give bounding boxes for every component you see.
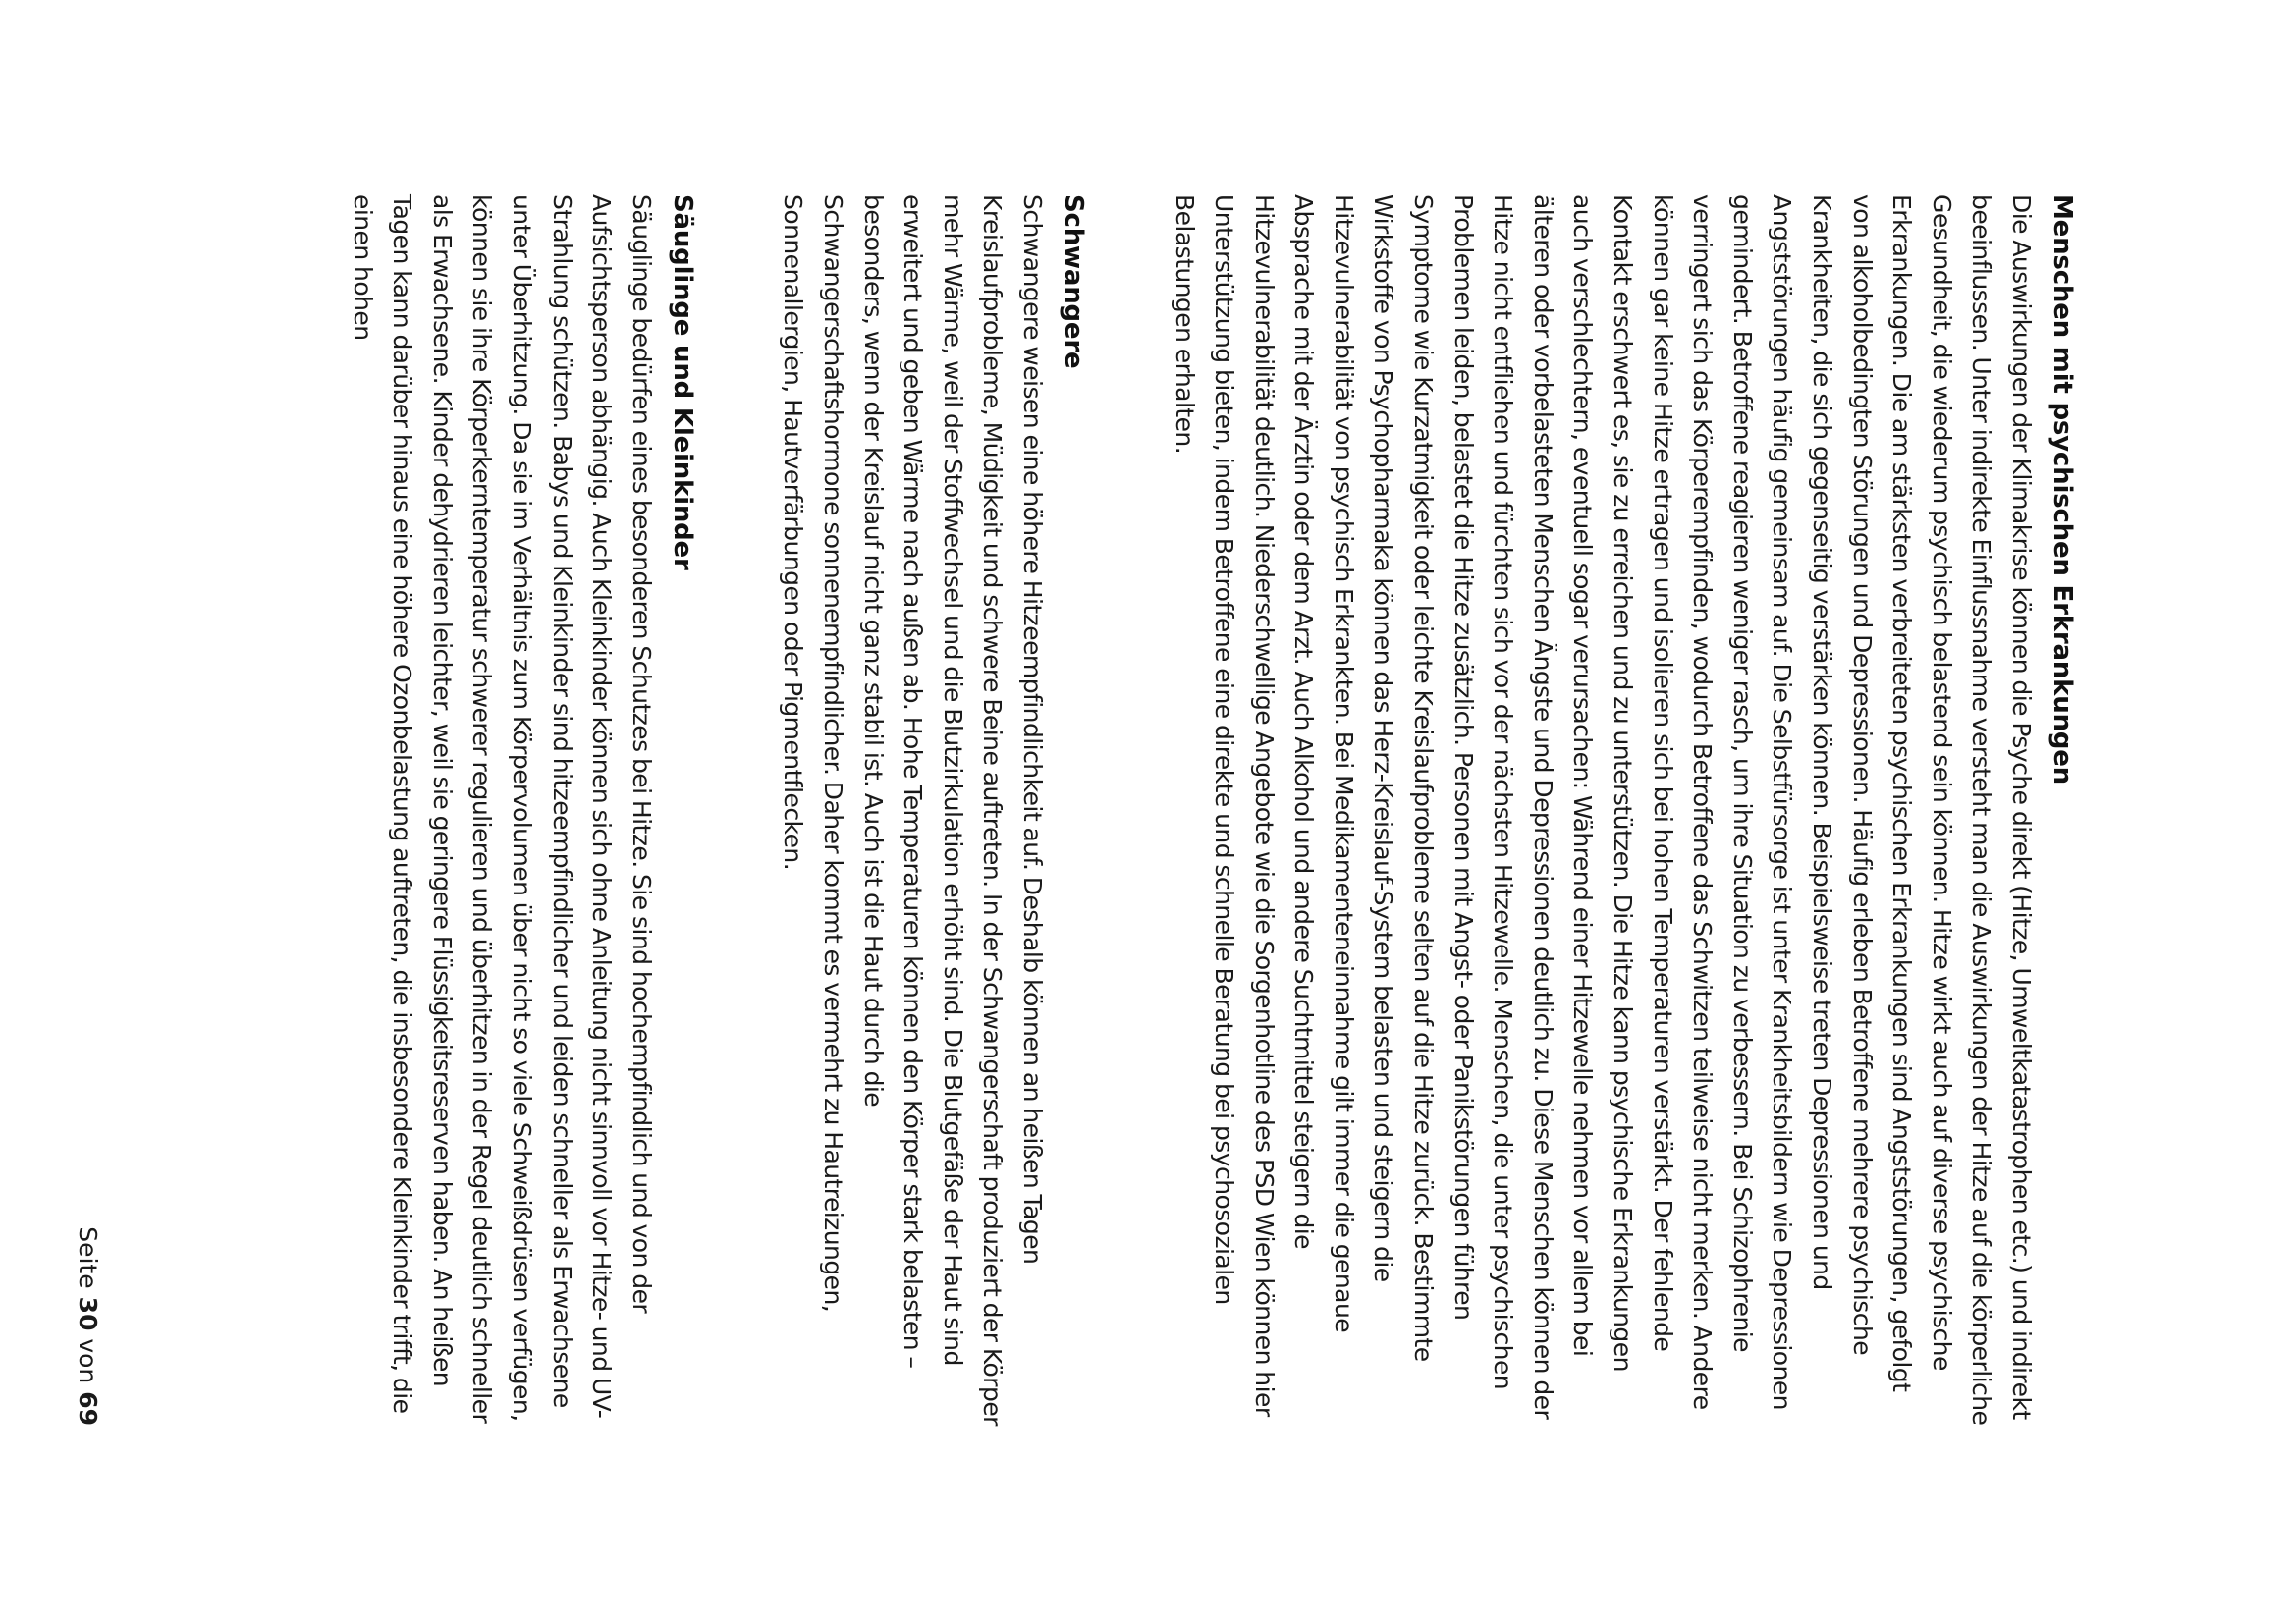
footer-middle: von bbox=[74, 1338, 102, 1384]
section-psychische-erkrankungen bbox=[1164, 194, 2082, 1432]
section-schwangere bbox=[773, 194, 1093, 1432]
section-heading: Schwangere bbox=[1058, 194, 1088, 369]
main-content bbox=[342, 194, 2082, 1432]
footer-prefix: Seite bbox=[74, 1226, 102, 1289]
section-paragraph: Säuglinge bedürfen eines besonderen Schutzes bei Hitze. Sie sind hochempfindlich und von der Aufsichtsperson abhängig. Auch Kleinkinder können sich ohne Anleitung nicht sinnvoll vor Hitze- und UV-Strahlung schützen. Babys und Kleinkinder sind hitzeempfindlicher und leiden schneller als Erwachsene unter Überhitzung. Da sie im Verhältnis zum Körpervolumen über nicht so viele Schweißdrüsen verfügen, können sie ihre Körperkerntemperatur schwerer regulieren und überhitzen in der Regel deutlich schneller als Erwachsene. Kinder dehydrieren leichter, weil sie geringere Flüssigkeitsreserven haben. An heißen Tagen kann darüber hinaus eine höhere Ozonbelastung auftreten, die insbesondere Kleinkinder trifft, die einen hohen bbox=[348, 194, 656, 1424]
footer-current-page: 30 bbox=[74, 1296, 102, 1331]
section-paragraph: Die Auswirkungen der Klimakrise können die Psyche direkt (Hitze, Umweltkatastrophen etc.) und indirekt beeinflussen. Unter indirekte Einflussnahme versteht man die Auswirkungen der Hitze auf die körperliche Gesundheit, die wiederum psychisch belastend sein können. Hitze wirkt auch auf diverse psychische Erkrankungen. Die am stärksten verbreiteten psychischen Erkrankungen sind Angststörungen, gefolgt von alkoholbedingten Störungen und Depressionen. Häufig erleben Betroffene mehrere psychische Krankheiten, die sich gegenseitig verstärken können. Beispielsweise treten Depressionen und Angststörungen häufig gemeinsam auf. Die Selbstfürsorge ist unter Krankheitsbildern wie Depressionen gemindert. Betroffene reagieren weniger rasch, um ihre Situation zu verbessern. Bei Schizophrenie verringert sich das Körperempfinden, wodurch Betroffene das Schwitzen teilweise nicht merken. Andere können gar keine Hitze ertragen und isolieren sich bei hohen Temperaturen verstärkt. Der fehlende Kontakt erschwert es, sie zu erreichen und zu unterstützen. Die Hitze kann psychische Erkrankungen auch verschlechtern, eventuell sogar verursachen: Während einer Hitzewelle nehmen vor allem bei älteren oder vorbelasteten Menschen Ängste und Depressionen deutlich zu. Diese Menschen können der Hitze nicht entfliehen und fürchten sich vor der nächsten Hitzewelle. Menschen, die unter psychischen Problemen leiden, belastet die Hitze zusätzlich. Personen mit Angst- oder Panikstörungen führen Symptome wie Kurzatmigkeit oder leichte Kreislaufprobleme selten auf die Hitze zurück. Bestimmte Wirkstoffe von Psychopharmaka können das Herz-Kreislauf-System belasten und steigern die Hitzevulnerabilität von psychisch Erkrankten. Bei Medikamenteneinnahme gilt immer die genaue Absprache mit der Ärztin oder dem Arzt. Auch Alkohol und andere Suchtmittel steigern die Hitzevulnerabilität deutlich. Niederschwellige Angebote wie die Sorgenhotline des PSD Wien können hier Unterstützung bieten, indem Betroffene eine direkte und schnelle Beratung bei psychosozialen Belastungen erhalten. bbox=[1170, 194, 2036, 1426]
footer-total-pages: 69 bbox=[74, 1391, 102, 1426]
section-heading: Säuglinge und Kleinkinder bbox=[667, 194, 697, 570]
page-number-footer bbox=[74, 1226, 102, 1426]
section-saeuglinge-kleinkinder bbox=[342, 194, 702, 1432]
section-paragraph: Schwangere weisen eine höhere Hitzeempfindlichkeit auf. Deshalb können an heißen Tagen Kreislaufprobleme, Müdigkeit und schwere Beine auftreten. In der Schwangerschaft produziert der Körper mehr Wärme, weil der Stoffwechsel und die Blutzirkulation erhöht sind. Die Blutgefäße der Haut sind erweitert und geben Wärme nach außen ab. Hohe Temperaturen können den Körper stark belasten – besonders, wenn der Kreislauf nicht ganz stabil ist. Auch ist die Haut durch die Schwangerschaftshormone sonnenempfindlicher. Daher kommt es vermehrt zu Hautreizungen, Sonnenallergien, Hautverfärbungen oder Pigmentflecken. bbox=[779, 194, 1047, 1426]
section-heading: Menschen mit psychischen Erkrankungen bbox=[2048, 194, 2077, 785]
